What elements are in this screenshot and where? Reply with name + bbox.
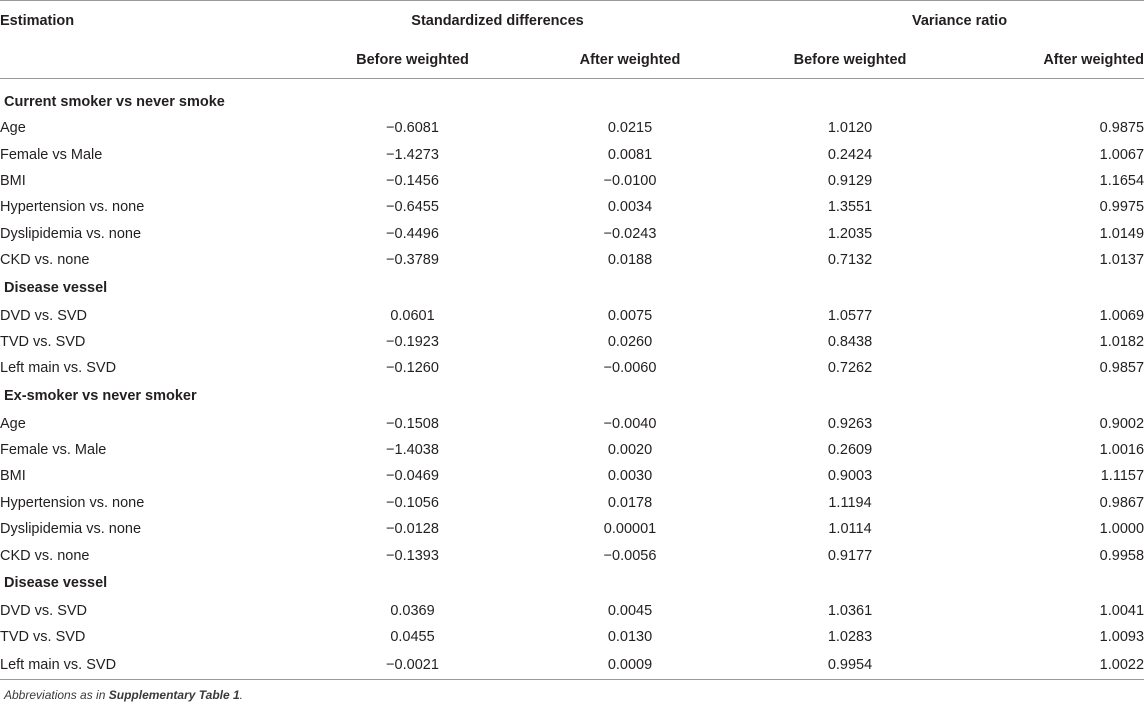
cell-std-before: 0.0369 [390,603,435,620]
cell-std-after: 0.0188 [607,252,653,269]
cell-label: TVD vs. SVD [0,629,86,646]
cell-var-before: 1.0120 [827,120,873,137]
table-row [0,141,1144,167]
cell-label: CKD vs. none [0,547,90,564]
cell-label: Dyslipidemia vs. none [0,225,142,242]
cell-var-before: 0.2609 [827,442,873,459]
cell-var-after: 1.1654 [1099,172,1144,189]
cell-var-after: 0.9975 [1099,199,1144,216]
cell-label: Hypertension vs. none [0,494,145,511]
cell-var-after: 1.0149 [1099,225,1144,242]
table-row [0,516,1144,542]
header-var-after-weighted: After weighted [985,41,1144,79]
cell-std-after: −0.0243 [603,225,657,242]
cell-var-before: 0.9129 [827,172,873,189]
cell-var-after: 1.1157 [1100,468,1144,485]
section-header-row [0,79,1144,116]
cell-std-after: 0.0045 [607,603,653,620]
cell-std-after: 0.0075 [607,307,653,324]
cell-std-before: −0.6455 [386,199,439,216]
table-row [0,329,1144,355]
section-header-row [0,569,1144,598]
cell-std-after: −0.0100 [603,172,657,189]
cell-var-after: 0.9857 [1099,360,1144,377]
cell-var-before: 1.0577 [827,307,873,324]
footnote-suffix: . [239,688,244,702]
cell-std-before: −0.4496 [386,225,439,242]
cell-var-before: 1.3551 [827,199,873,216]
cell-var-after: 1.0182 [1099,333,1144,350]
cell-var-before: 1.2035 [827,225,873,242]
table-row [0,463,1144,489]
header-estimation: Estimation [0,1,280,42]
table-row [0,598,1144,624]
cell-std-before: −0.0021 [280,651,545,680]
section-header-row [0,273,1144,302]
footnote-prefix: Abbreviations as in [4,688,109,702]
cell-std-before: −0.1260 [386,360,439,377]
section-title: Disease vessel [4,279,108,296]
cell-std-before: −0.6081 [386,120,439,137]
cell-std-before: −0.0128 [386,521,439,538]
cell-std-before: −1.4273 [386,146,439,163]
cell-var-before: 1.0361 [827,603,873,620]
cell-label: Age [0,120,26,137]
header-var-before-weighted: Before weighted [715,41,985,79]
cell-var-before: 0.9263 [827,415,873,432]
cell-var-after: 1.0137 [1099,252,1144,269]
cell-var-before: 0.9177 [827,547,873,564]
cell-std-before: −1.4038 [386,442,439,459]
cell-var-before: 1.1194 [828,494,872,511]
table-row [0,168,1144,194]
header-std-after-weighted: After weighted [545,41,715,79]
section-title: Current smoker vs never smoke [4,94,225,110]
cell-std-after: 0.0260 [607,333,653,350]
cell-std-after: 0.0215 [607,120,653,137]
cell-var-after: 1.0067 [1099,146,1144,163]
table-row [0,355,1144,381]
cell-std-before: 0.0455 [390,629,435,646]
cell-var-before: 0.7262 [827,360,873,377]
cell-var-before: 1.0114 [828,521,872,538]
cell-label: TVD vs. SVD [0,333,86,350]
header-empty [0,41,280,79]
cell-std-after: 0.0130 [607,629,653,646]
cell-var-before: 0.7132 [827,252,873,269]
cell-var-after: 0.9875 [1099,120,1144,137]
table-row [0,221,1144,247]
table-row [0,542,1144,568]
cell-label: Hypertension vs. none [0,199,145,216]
header-row-sub [0,41,1144,79]
cell-std-before: −0.1508 [386,415,439,432]
cell-var-after: 1.0041 [1099,603,1144,620]
cell-std-after: 0.0009 [545,651,715,680]
cell-label: BMI [0,468,26,485]
table-body [0,79,1144,680]
cell-std-after: 0.0020 [607,442,653,459]
cell-std-after: −0.0060 [603,360,657,377]
section-header-row [0,382,1144,411]
cell-std-before: −0.1393 [386,547,439,564]
table-row [0,624,1144,650]
table-row [0,115,1144,141]
table-row [0,194,1144,220]
cell-var-before: 0.9954 [715,651,985,680]
cell-var-after: 0.9958 [1099,547,1144,564]
table-row [0,437,1144,463]
table-header [0,1,1144,79]
cell-label: Age [0,415,26,432]
cell-label: Left main vs. SVD [0,360,117,377]
cell-std-after: 0.0081 [607,146,653,163]
section-title: Disease vessel [4,575,108,592]
cell-std-after: 0.0178 [607,494,653,511]
cell-std-after: 0.0034 [607,199,653,216]
header-variance-ratio: Variance ratio [715,1,1144,42]
cell-var-after: 1.0069 [1099,307,1144,324]
cell-std-after: 0.00001 [603,521,657,538]
table-row [0,247,1144,273]
cell-std-after: −0.0040 [603,415,657,432]
cell-std-before: −0.1456 [386,172,439,189]
header-row-top [0,1,1144,42]
cell-var-after: 1.0000 [1099,521,1144,538]
cell-var-before: 0.8438 [827,333,873,350]
cell-label: DVD vs. SVD [0,603,88,620]
cell-var-before: 0.9003 [827,468,873,485]
cell-std-after: 0.0030 [607,468,653,485]
cell-label: Female vs. Male [0,442,107,459]
cell-label: Female vs Male [0,146,103,163]
footnote-reference: Supplementary Table 1 [108,688,240,702]
table-row [0,411,1144,437]
table-footnote [4,688,243,702]
cell-std-before: 0.0601 [390,307,435,324]
cell-std-before: −0.3789 [386,252,439,269]
cell-std-after: −0.0056 [603,547,657,564]
table-row [0,302,1144,328]
cell-var-after: 0.9867 [1099,494,1144,511]
cell-label: Left main vs. SVD [0,651,280,680]
cell-label: Dyslipidemia vs. none [0,521,142,538]
cell-label: BMI [0,172,26,189]
section-title: Ex-smoker vs never smoker [4,388,197,405]
table-row [0,490,1144,516]
header-standardized-differences: Standardized differences [280,1,715,42]
cell-var-before: 1.0283 [827,629,873,646]
cell-var-before: 0.2424 [827,146,873,163]
header-std-before-weighted: Before weighted [280,41,545,79]
cell-std-before: −0.1056 [386,494,439,511]
cell-var-after: 1.0016 [1099,442,1144,459]
cell-var-after: 1.0022 [985,651,1144,680]
table-row [0,651,1144,680]
cell-label: CKD vs. none [0,252,90,269]
cell-var-after: 1.0093 [1099,629,1144,646]
cell-label: DVD vs. SVD [0,307,88,324]
cell-std-before: −0.0469 [386,468,439,485]
cell-std-before: −0.1923 [386,333,439,350]
cell-var-after: 0.9002 [1099,415,1144,432]
